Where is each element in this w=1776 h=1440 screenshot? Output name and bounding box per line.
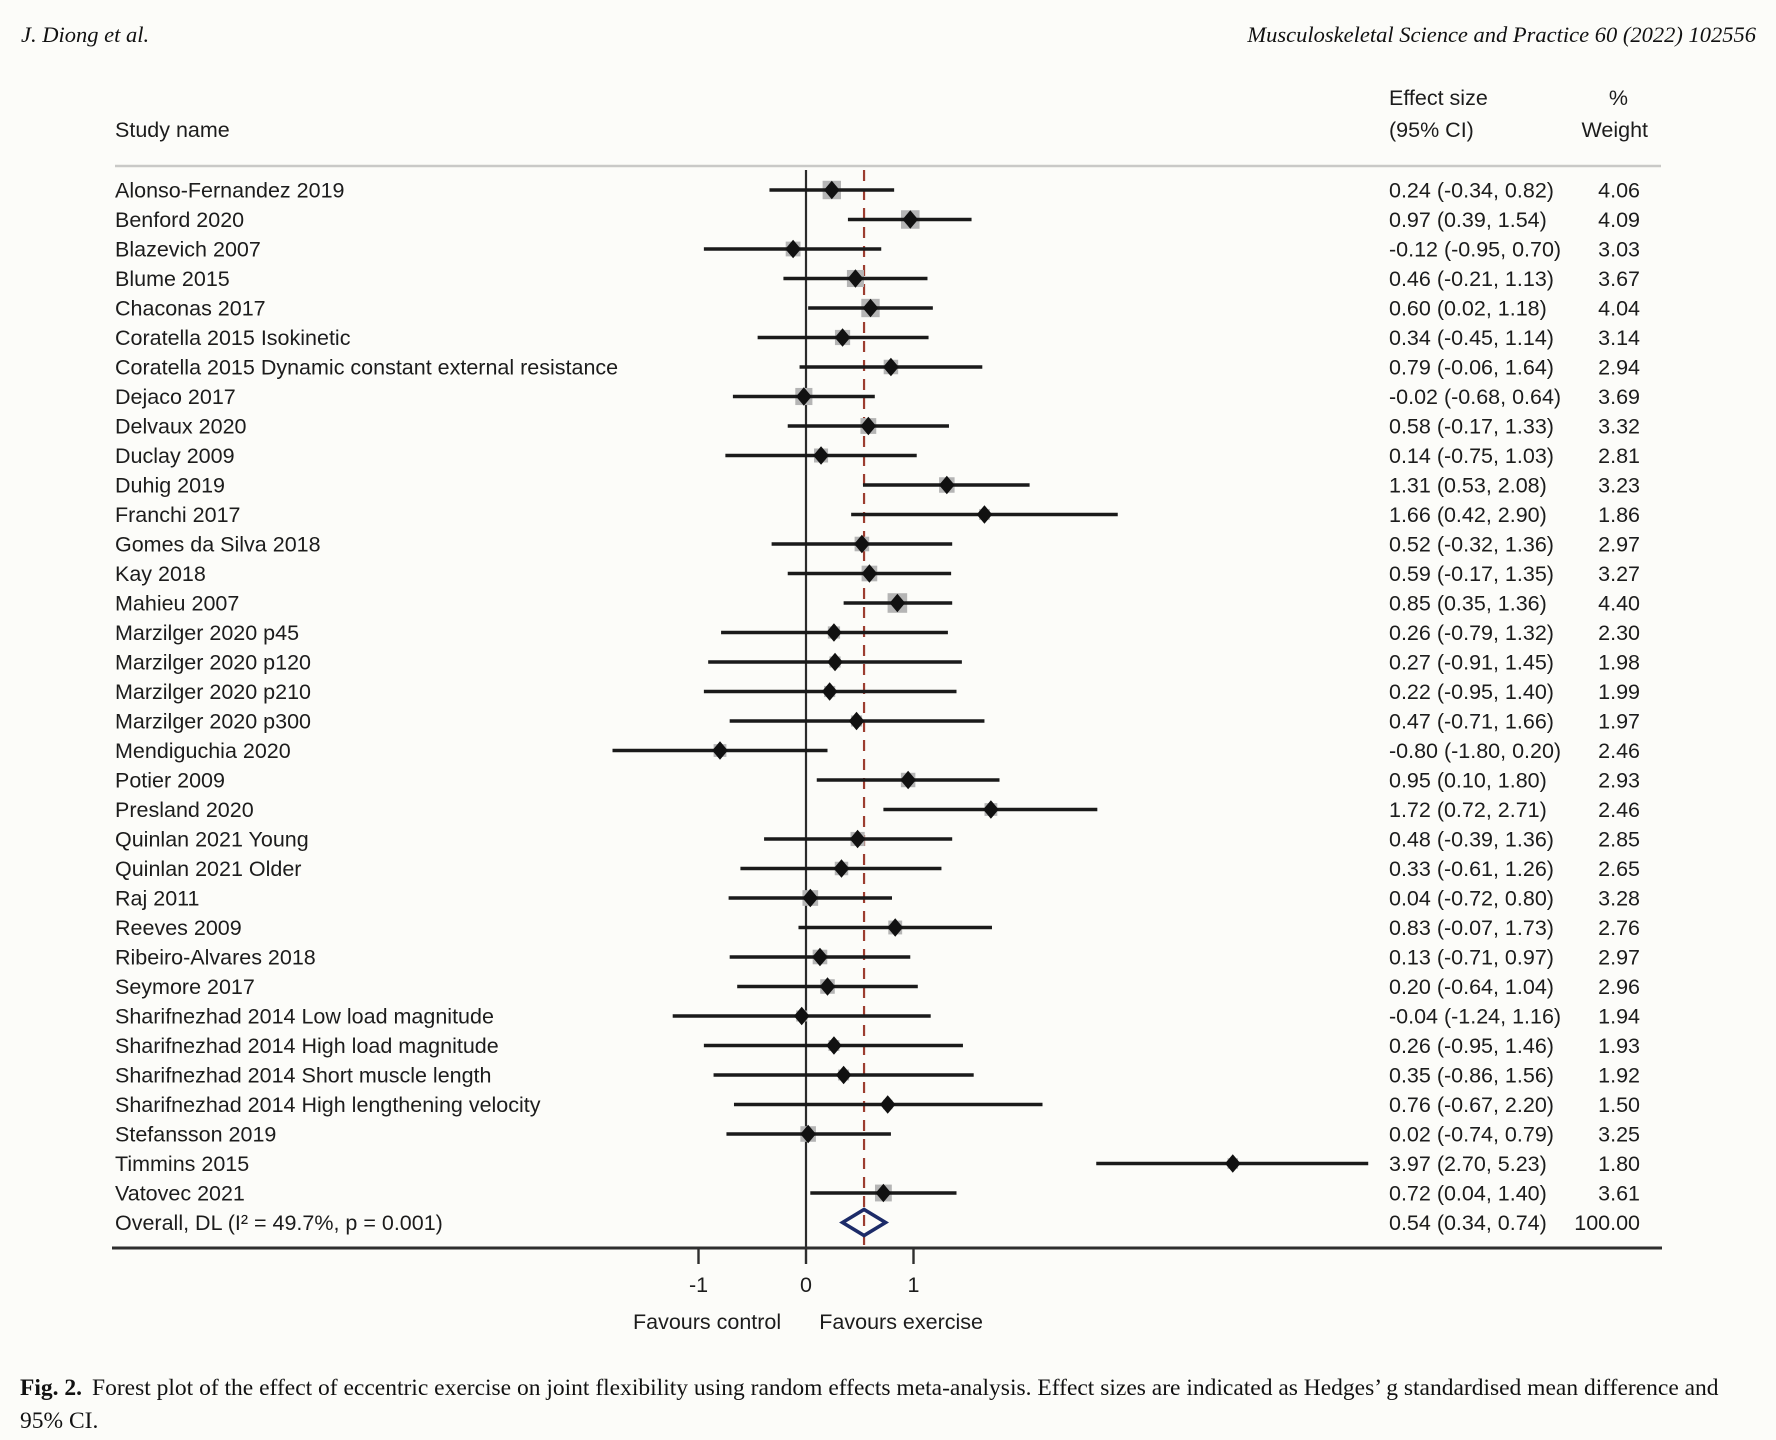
effect-size-label: 0.58 (-0.17, 1.33) [1389,414,1554,439]
effect-size-label: 0.22 (-0.95, 1.40) [1389,680,1554,704]
weight-label: 1.98 [1598,650,1640,675]
study-name-label: Marzilger 2020 p300 [115,709,312,734]
weight-label: 3.25 [1598,1122,1640,1147]
effect-marker [983,800,999,819]
effect-marker [880,1095,896,1114]
study-name-label: Quinlan 2021 Young [115,827,309,852]
effect-size-label: 0.34 (-0.45, 1.14) [1389,326,1554,350]
effect-marker [836,1066,852,1085]
study-name-label: Mendiguchia 2020 [115,739,291,763]
effect-size-label: 0.72 (0.04, 1.40) [1389,1181,1547,1206]
effect-size-label: 0.20 (-0.64, 1.04) [1389,975,1554,999]
effect-marker [826,623,842,642]
study-name-label: Dejaco 2017 [115,385,236,409]
caption-label: Fig. 2. [20,1375,83,1401]
effect-size-label: 0.24 (-0.34, 0.82) [1389,178,1554,203]
overall-weight-label: 100.00 [1574,1211,1640,1235]
effect-size-label: 0.35 (-0.86, 1.56) [1389,1063,1554,1088]
effect-size-label: 0.76 (-0.67, 2.20) [1389,1093,1554,1117]
effect-size-label: 0.97 (0.39, 1.54) [1389,208,1547,232]
running-head-journal: Musculoskeletal Science and Practice 60 (2022) 102556 [1247,22,1756,47]
weight-label: 2.85 [1598,827,1640,852]
effect-size-label: 0.83 (-0.07, 1.73) [1389,916,1554,940]
effect-size-label: 1.31 (0.53, 2.08) [1389,473,1547,498]
effect-marker [977,505,993,524]
effect-size-label: 0.26 (-0.79, 1.32) [1389,621,1554,645]
effect-marker [827,653,843,672]
effect-size-label: 1.66 (0.42, 2.90) [1389,503,1547,527]
effect-size-label: 0.47 (-0.71, 1.66) [1389,709,1554,734]
study-name-label: Timmins 2015 [115,1152,250,1176]
study-name-label: Blazevich 2007 [115,237,261,262]
weight-label: 4.40 [1598,591,1640,616]
study-name-label: Gomes da Silva 2018 [115,532,321,557]
effect-size-label: 0.52 (-0.32, 1.36) [1389,532,1554,557]
effect-marker [826,1036,842,1055]
study-name-label: Raj 2011 [115,886,200,911]
weight-label: 1.80 [1598,1152,1640,1176]
weight-label: 3.28 [1598,886,1640,911]
weight-label: 1.93 [1598,1034,1640,1058]
weight-label: 3.03 [1598,237,1640,262]
study-name-label: Chaconas 2017 [115,296,266,321]
overall-label: Overall, DL (I² = 49.7%, p = 0.001) [115,1211,443,1235]
axis-tick-label: 0 [800,1273,812,1297]
study-name-label: Marzilger 2020 p120 [115,650,312,675]
effect-marker [849,712,865,731]
weight-label: 2.30 [1598,621,1640,645]
weight-label: 2.97 [1598,945,1640,970]
study-name-header: Study name [115,118,230,142]
effect-size-label: 0.14 (-0.75, 1.03) [1389,444,1554,468]
study-name-label: Seymore 2017 [115,975,255,999]
study-name-label: Coratella 2015 Dynamic constant external resistance [115,355,619,380]
study-name-label: Marzilger 2020 p45 [115,621,300,645]
study-name-label: Reeves 2009 [115,916,242,940]
study-name-label: Stefansson 2019 [115,1122,277,1147]
weight-label: 3.67 [1598,267,1640,291]
study-name-label: Ribeiro-Alvares 2018 [115,945,316,970]
weight-label: 4.04 [1598,296,1640,321]
study-name-label: Duhig 2019 [115,473,225,498]
effect-size-label: 0.33 (-0.61, 1.26) [1389,857,1554,881]
study-name-label: Vatovec 2021 [115,1181,245,1206]
effect-marker [1225,1154,1241,1173]
caption-text: Forest plot of the effect of eccentric exercise on joint flexibility using random effects meta-analysis. Effect sizes are indicated as Hedges’ g standardised mean difference and 95% CI. [20,1375,1719,1434]
weight-header-line1: % [1608,86,1628,110]
study-name-label: Mahieu 2007 [115,591,240,616]
study-name-label: Sharifnezhad 2014 High load magnitude [115,1034,499,1058]
effect-size-label: 0.02 (-0.74, 0.79) [1389,1122,1554,1147]
weight-label: 3.32 [1598,414,1640,439]
effect-size-header-line2: (95% CI) [1389,118,1474,142]
study-name-label: Blume 2015 [115,267,230,291]
study-name-label: Benford 2020 [115,208,245,232]
weight-label: 1.94 [1598,1004,1640,1029]
weight-label: 1.99 [1598,680,1640,704]
weight-label: 3.27 [1598,562,1640,586]
study-name-label: Sharifnezhad 2014 High lengthening velocity [115,1093,541,1117]
effect-size-label: 0.59 (-0.17, 1.35) [1389,562,1554,586]
effect-size-label: 3.97 (2.70, 5.23) [1389,1152,1547,1176]
study-name-label: Potier 2009 [115,768,225,793]
weight-label: 3.23 [1598,473,1640,498]
effect-size-label: -0.02 (-0.68, 0.64) [1389,385,1562,409]
study-name-label: Marzilger 2020 p210 [115,680,312,704]
weight-label: 4.09 [1598,208,1640,232]
overall-effect-size-label: 0.54 (0.34, 0.74) [1389,1211,1547,1235]
weight-label: 2.81 [1598,444,1640,468]
figure-caption [20,1372,1760,1438]
study-name-label: Presland 2020 [115,798,254,822]
weight-label: 2.46 [1598,798,1640,822]
effect-size-label: -0.04 (-1.24, 1.16) [1389,1004,1562,1029]
study-name-label: Sharifnezhad 2014 Short muscle length [115,1063,492,1088]
effect-size-header-line1: Effect size [1389,86,1488,110]
weight-label: 1.86 [1598,503,1640,527]
weight-label: 2.46 [1598,739,1640,763]
effect-marker [794,1007,810,1026]
study-name-label: Duclay 2009 [115,444,235,468]
effect-size-label: 0.85 (0.35, 1.36) [1389,591,1547,616]
effect-size-label: 0.04 (-0.72, 0.80) [1389,886,1554,911]
effect-size-label: 0.79 (-0.06, 1.64) [1389,355,1554,380]
weight-label: 4.06 [1598,178,1640,203]
study-name-label: Sharifnezhad 2014 Low load magnitude [115,1004,494,1029]
weight-label: 2.76 [1598,916,1640,940]
effect-size-label: 0.95 (0.10, 1.80) [1389,768,1547,793]
weight-label: 1.92 [1598,1063,1640,1088]
effect-size-label: -0.12 (-0.95, 0.70) [1389,237,1562,262]
effect-size-label: 0.13 (-0.71, 0.97) [1389,945,1554,970]
effect-marker [822,682,838,701]
study-name-label: Delvaux 2020 [115,414,247,439]
weight-label: 2.94 [1598,355,1640,380]
effect-size-label: -0.80 (-1.80, 0.20) [1389,739,1562,763]
effect-size-label: 0.46 (-0.21, 1.13) [1389,267,1554,291]
weight-label: 2.97 [1598,532,1640,557]
weight-label: 2.93 [1598,768,1640,793]
weight-label: 1.50 [1598,1093,1640,1117]
study-name-label: Franchi 2017 [115,503,241,527]
axis-tick-label: -1 [688,1273,709,1297]
effect-size-label: 0.27 (-0.91, 1.45) [1389,650,1554,675]
effect-marker [712,741,728,760]
study-name-label: Quinlan 2021 Older [115,857,302,881]
effect-size-label: 0.48 (-0.39, 1.36) [1389,827,1554,852]
weight-label: 3.61 [1598,1181,1640,1206]
effect-size-label: 0.60 (0.02, 1.18) [1389,296,1547,321]
study-name-label: Kay 2018 [115,562,206,586]
weight-label: 3.69 [1598,385,1640,409]
weight-label: 3.14 [1598,326,1640,350]
favours-exercise-label: Favours exercise [819,1310,983,1334]
effect-size-label: 1.72 (0.72, 2.71) [1389,798,1547,822]
axis-tick-label: 1 [907,1273,920,1297]
weight-label: 2.65 [1598,857,1640,881]
study-name-label: Coratella 2015 Isokinetic [115,326,351,350]
effect-size-label: 0.26 (-0.95, 1.46) [1389,1034,1554,1058]
weight-label: 2.96 [1598,975,1640,999]
favours-control-label: Favours control [633,1310,782,1334]
study-name-label: Alonso-Fernandez 2019 [115,178,345,203]
running-head-authors: J. Diong et al. [21,22,150,47]
weight-header-line2: Weight [1581,118,1648,142]
weight-label: 1.97 [1598,709,1640,734]
